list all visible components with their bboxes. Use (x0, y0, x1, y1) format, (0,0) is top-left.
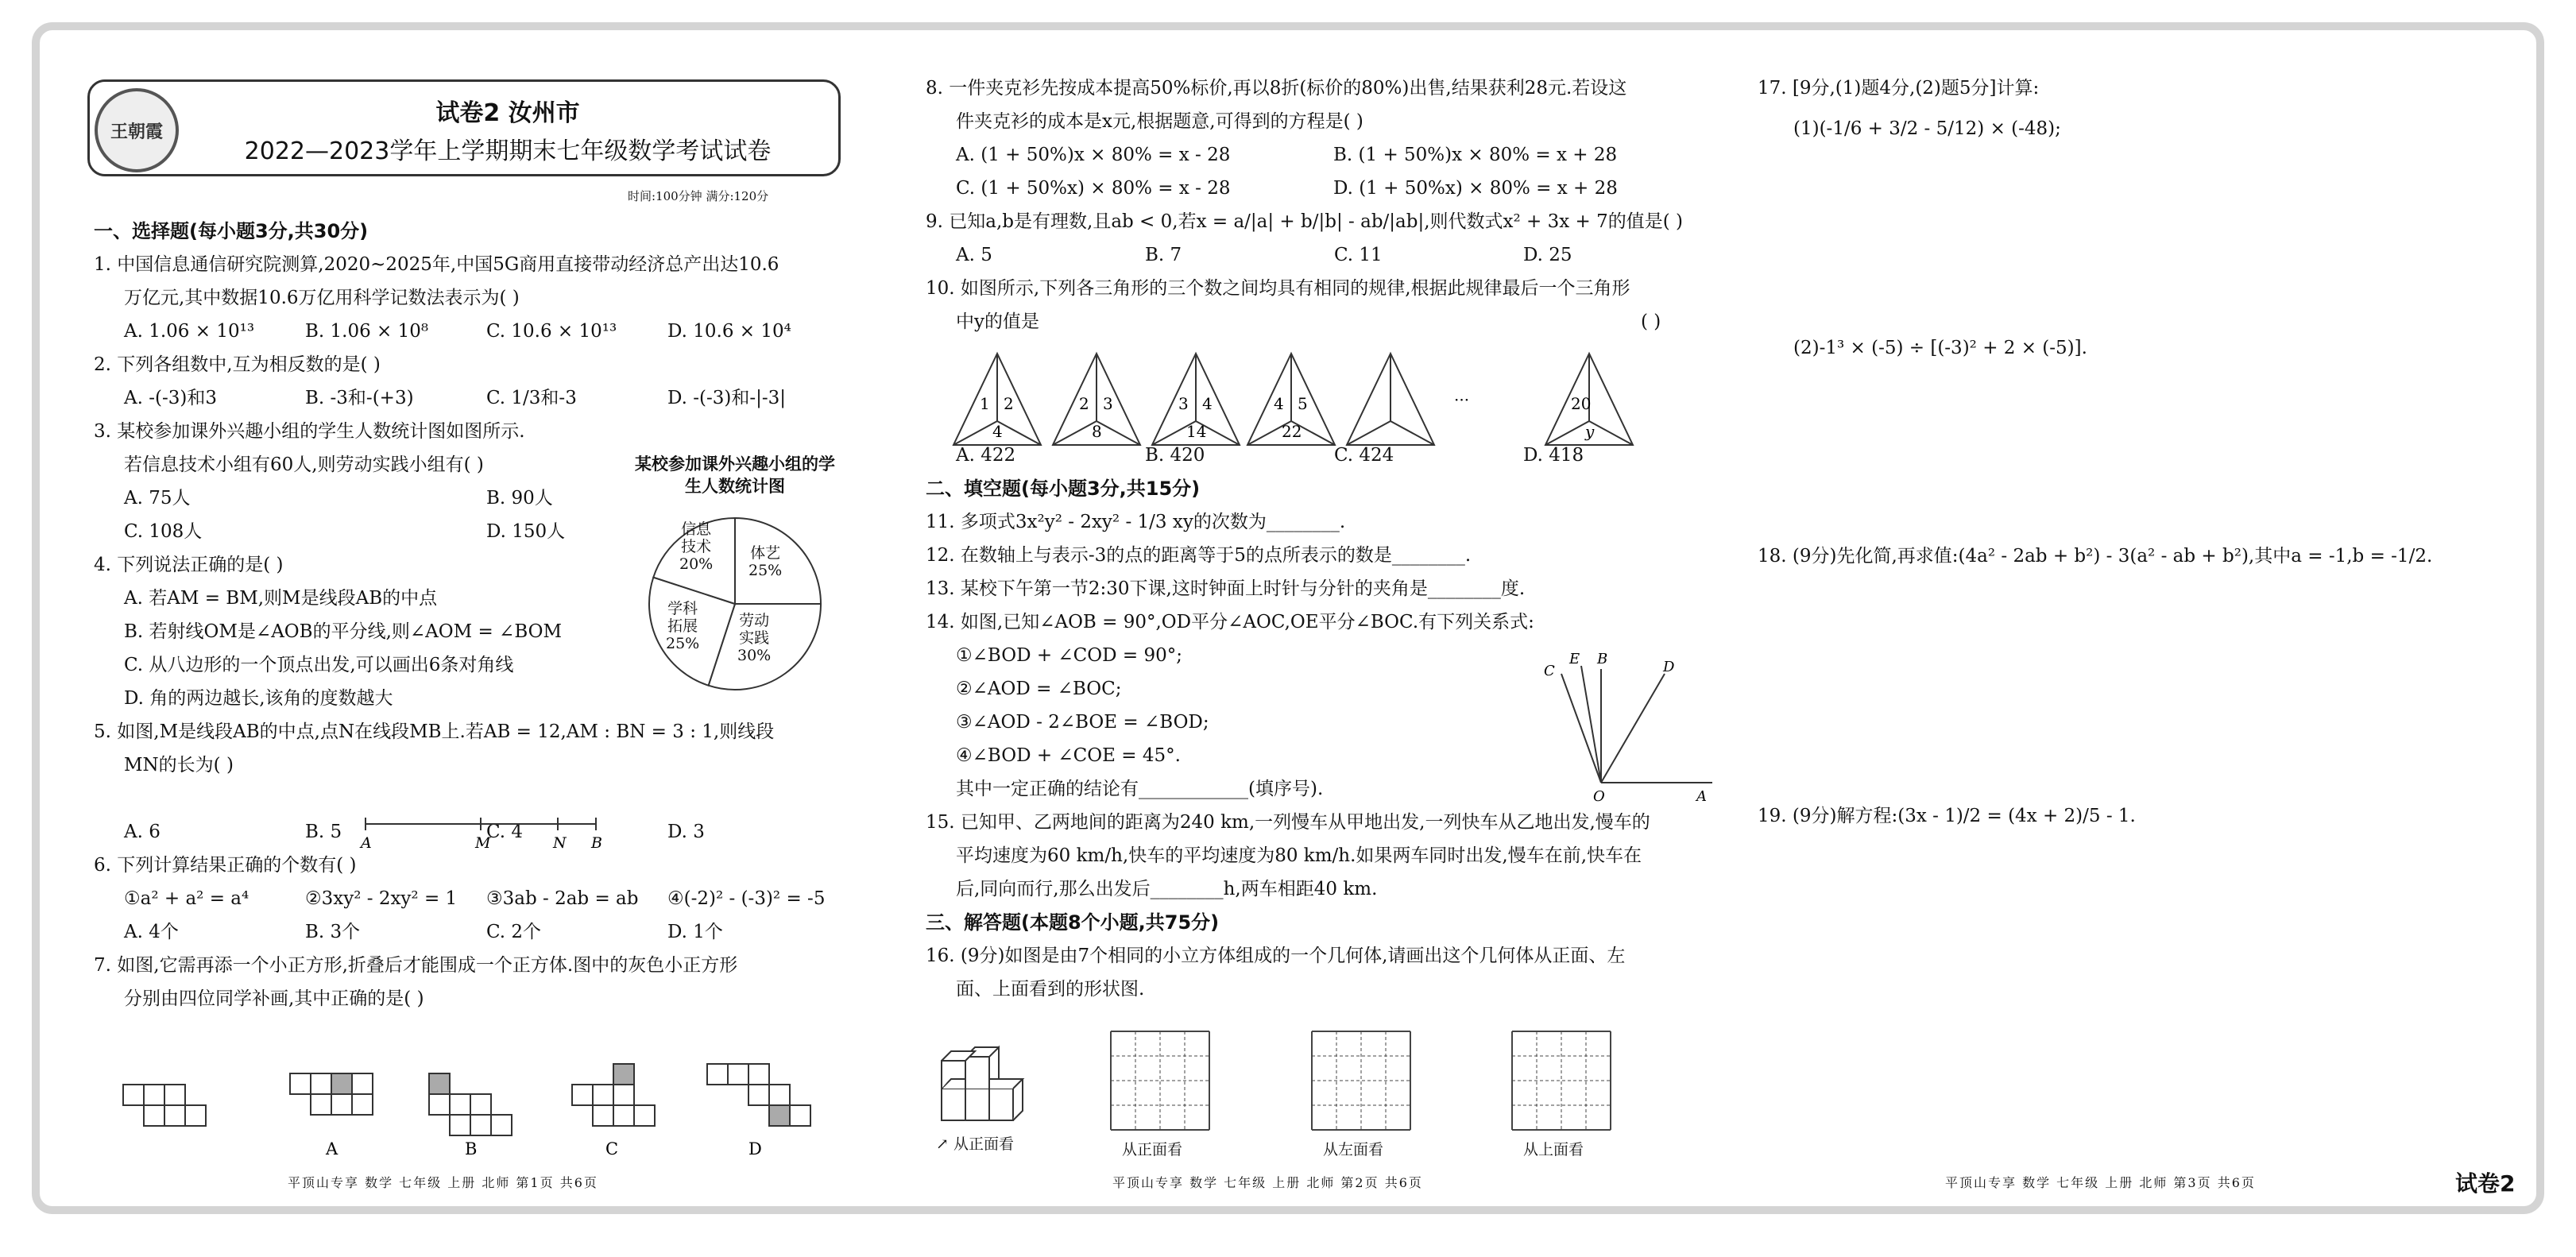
grid-caption: 从左面看 (1323, 1141, 1384, 1158)
point-label: N (553, 834, 567, 850)
item: ②3xy² - 2xy² = 1 (305, 888, 458, 909)
question-1-cont: 万亿元,其中数据10.6万亿用科学记数法表示为( ) (124, 288, 520, 308)
pie-label-text: 实践 (739, 629, 770, 647)
question-17-part1: (1)(-1/6 + 3/2 - 5/12) × (-48); (1793, 118, 2061, 139)
question-10-text: 中y的值是 (956, 311, 1039, 332)
question-12: 12. 在数轴上与表示-3的点的距离等于5的点所表示的数是________. (926, 545, 1472, 566)
pie-label-text: 30% (737, 647, 772, 664)
item: ④(-2)² - (-3)² = -5 (667, 888, 826, 909)
option: B. 1.06 × 10⁸ (305, 321, 429, 342)
exam-header (87, 79, 841, 176)
net-label: B (465, 1139, 478, 1158)
point-label: A (361, 834, 372, 850)
option: A. 若AM = BM,则M是线段AB的中点 (124, 588, 438, 609)
question-8-options-ab (926, 138, 1712, 172)
question-6-options (94, 915, 849, 949)
question-8-options-cd (926, 172, 1712, 205)
option: D. 角的两边越长,该角的度数越大 (124, 688, 393, 709)
grid-caption: 从正面看 (1122, 1141, 1183, 1158)
point-label: C (1544, 663, 1555, 679)
tri-num: 3 (1103, 394, 1113, 413)
question-13: 13. 某校下午第一节2:30下课,这时钟面上时针与分针的夹角是________度. (926, 578, 1526, 599)
pie-label-text: 学科 (667, 600, 698, 617)
answer-bracket: ( ) (1641, 311, 1661, 332)
question-2: 2. 下列各组数中,互为相反数的是( ) (94, 354, 381, 375)
tri-num: 2 (1004, 394, 1014, 413)
option: A. 6 (124, 822, 161, 842)
question-8-cont: 件夹克衫的成本是x元,根据题意,可得到的方程是( ) (956, 111, 1363, 132)
spacer (1758, 153, 2489, 331)
option: C. 从八边形的一个顶点出发,可以画出6条对角线 (124, 655, 514, 675)
question-9: 9. 已知a,b是有理数,且ab < 0,若x = a/|a| + b/|b| - ab/|ab|,则代数式x² + 3x + 7的值是( ) (926, 211, 1684, 232)
statement: ①∠BOD + ∠COD = 90°; (956, 645, 1182, 666)
option: D. 1个 (667, 922, 723, 942)
option: A. 4个 (124, 922, 179, 942)
question-7-cont: 分别由四位同学补画,其中正确的是( ) (124, 988, 424, 1009)
column-2 (926, 72, 1712, 1006)
pie-label-text: 技术 (681, 538, 712, 555)
spacer (94, 782, 849, 815)
exam-meta: 时间:100分钟 满分:120分 (628, 189, 769, 203)
segment-figure (358, 814, 612, 850)
pie-label-text: 体艺 (750, 544, 781, 562)
option: C. (1 + 50%x) × 80% = x - 28 (956, 178, 1231, 199)
question-3: 3. 某校参加课外兴趣小组的学生人数统计图如图所示. (94, 421, 525, 442)
point-label: D (1663, 659, 1675, 675)
page-footer: 平顶山专享 数学 七年级 上册 北师 第3页 共6页 (1945, 1175, 2256, 1190)
pie-label-labor (737, 612, 771, 664)
question-8: 8. 一件夹克衫先按成本提高50%标价,再以8折(标价的80%)出售,结果获利28元.若设这 (926, 78, 1627, 99)
tri-num: 1 (980, 394, 990, 413)
tri-num: 20 (1571, 394, 1592, 413)
point-label: O (1593, 788, 1605, 803)
option: A. 75人 (124, 488, 191, 509)
statement: ②∠AOD = ∠BOC; (956, 679, 1122, 699)
grid-caption: 从上面看 (1523, 1141, 1584, 1158)
grid-left[interactable] (1309, 1029, 1413, 1132)
exam-subtitle: 2022—2023学年上学期期末七年级数学考试试卷 (244, 137, 772, 165)
option: B. 5 (305, 822, 342, 842)
triangle-numbers (950, 350, 1665, 453)
item: ③3ab - 2ab = ab (486, 888, 639, 909)
question-16: 16. (9分)如图是由7个相同的小立方体组成的一个几何体,请画出这个几何体从正面、左 (926, 946, 1626, 966)
pie-label-text: 拓展 (667, 617, 698, 635)
option: C. 108人 (124, 521, 203, 542)
option: B. 7 (1145, 245, 1182, 265)
net-label: C (605, 1139, 619, 1158)
statement: ③∠AOD - 2∠BOE = ∠BOD; (956, 712, 1209, 733)
option: B. 420 (1145, 445, 1205, 466)
question-15-cont: 后,同向而行,那么出发后________h,两车相距40 km. (956, 879, 1378, 899)
cube-nets-figure (119, 1061, 834, 1164)
option: A. 5 (956, 245, 992, 265)
pie-label-info (679, 520, 713, 573)
question-10: 10. 如图所示,下列各三角形的三个数之间均具有相同的规律,根据此规律最后一个三角形 (926, 278, 1630, 299)
tri-num: 4 (1202, 394, 1213, 413)
pie-label-text: 20% (679, 555, 714, 573)
question-15: 15. 已知甲、乙两地间的距离为240 km,一列慢车从甲地出发,一列快车从乙地出发,慢车的 (926, 812, 1650, 833)
option: A. 422 (956, 445, 1016, 466)
tri-num: y (1585, 422, 1595, 441)
tri-num: 2 (1079, 394, 1089, 413)
option: D. -(-3)和-|-3| (667, 388, 787, 408)
logo (95, 88, 179, 172)
option: B. (1 + 50%)x × 80% = x + 28 (1333, 145, 1618, 165)
section-heading: 三、解答题(本题8个小题,共75分) (926, 911, 1220, 934)
option: C. 10.6 × 10¹³ (486, 321, 617, 342)
pie-label-text: 信息 (681, 520, 712, 538)
point-label: E (1569, 652, 1580, 667)
page-footer: 平顶山专享 数学 七年级 上册 北师 第1页 共6页 (288, 1175, 598, 1190)
option: C. 11 (1334, 245, 1383, 265)
point-label: B (1597, 652, 1608, 667)
statement: ④∠BOD + ∠COE = 45°. (956, 745, 1181, 766)
question-16-cont: 面、上面看到的形状图. (956, 979, 1145, 1000)
question-18: 18. (9分)先化简,再求值:(4a² - 2ab + b²) - 3(a² - ab + b²),其中a = -1,b = -1/2. (1758, 546, 2433, 567)
question-5-cont: MN的长为( ) (124, 755, 234, 775)
point-label: B (591, 834, 602, 850)
angle-figure (1537, 652, 1720, 803)
option: B. 90人 (486, 488, 553, 509)
page-footer: 平顶山专享 数学 七年级 上册 北师 第2页 共6页 (1112, 1175, 1423, 1190)
grid-front[interactable] (1108, 1029, 1212, 1132)
option: B. 若射线OM是∠AOB的平分线,则∠AOM = ∠BOM (124, 621, 563, 642)
option: A. -(-3)和3 (124, 388, 217, 408)
spacer (1758, 573, 2489, 799)
question-14: 14. 如图,已知∠AOB = 90°,OD平分∠AOC,OE平分∠BOC.有下列关系式: (926, 612, 1534, 632)
question-15-cont: 平均速度为60 km/h,快车的平均速度为80 km/h.如果两车同时出发,慢车在前,快车在 (956, 845, 1642, 866)
question-10-cont (926, 305, 1712, 338)
option: C. 4 (486, 822, 524, 842)
pie-label-art (748, 544, 782, 579)
question-5: 5. 如图,M是线段AB的中点,点N在线段MB上.若AB = 12,AM : BN = 3 : 1,则线段 (94, 721, 775, 742)
exam-title: 试卷2 汝州市 (435, 99, 580, 127)
spacer (1758, 365, 2489, 540)
pie-label-text: 25% (748, 562, 783, 579)
option: D. 418 (1523, 445, 1584, 466)
net-label: A (326, 1139, 338, 1158)
net-label: D (748, 1139, 762, 1158)
pie-label-text: 劳动 (739, 612, 770, 629)
question-1: 1. 中国信息通信研究院测算,2020~2025年,中国5G商用直接带动经济总产出达10.6 (94, 254, 779, 275)
question-19: 19. (9分)解方程:(3x - 1)/2 = (4x + 2)/5 - 1. (1758, 806, 2136, 826)
question-7: 7. 如图,它需再添一个小正方形,折叠后才能围成一个正方体.图中的灰色小正方形 (94, 955, 738, 976)
point-label: A (1696, 788, 1707, 803)
section-heading: 二、填空题(每小题3分,共15分) (926, 478, 1201, 500)
pie-label-subject (666, 600, 699, 652)
pie-label-text: 25% (666, 635, 700, 652)
question-2-options (94, 381, 849, 415)
logo-text: 王朝霞 (110, 121, 163, 142)
arrow-label: ↗ 从正面看 (936, 1135, 1014, 1153)
question-11: 11. 多项式3x²y² - 2xy² - 1/3 xy的次数为________. (926, 512, 1346, 532)
ellipsis: ··· (1454, 390, 1470, 409)
question-17: 17. [9分,(1)题4分,(2)题5分]计算: (1758, 78, 2040, 99)
option: B. -3和-(+3) (305, 388, 414, 408)
question-6: 6. 下列计算结果正确的个数有( ) (94, 855, 357, 876)
item: ①a² + a² = a⁴ (124, 888, 249, 909)
tri-num: 8 (1092, 422, 1102, 441)
point-label: M (475, 834, 491, 850)
tri-num: 5 (1298, 394, 1308, 413)
option: D. 150人 (486, 521, 566, 542)
tri-num: 4 (1274, 394, 1284, 413)
question-1-options (94, 315, 849, 348)
option: A. 1.06 × 10¹³ (124, 321, 255, 342)
section-heading: 一、选择题(每小题3分,共30分) (94, 220, 369, 242)
question-4: 4. 下列说法正确的是( ) (94, 555, 284, 575)
question-14-cont: 其中一定正确的结论有____________(填序号). (956, 779, 1324, 799)
grid-top[interactable] (1510, 1029, 1613, 1132)
option: A. (1 + 50%)x × 80% = x - 28 (956, 145, 1231, 165)
option: B. 3个 (305, 922, 361, 942)
option: C. 424 (1334, 445, 1394, 466)
option: D. 25 (1523, 245, 1572, 265)
option: C. 2个 (486, 922, 542, 942)
option: D. (1 + 50%x) × 80% = x + 28 (1333, 178, 1618, 199)
tri-num: 3 (1178, 394, 1189, 413)
question-3-cont: 若信息技术小组有60人,则劳动实践小组有( ) (124, 454, 484, 475)
option: D. 3 (667, 822, 705, 842)
option: D. 10.6 × 10⁴ (667, 321, 791, 342)
chart-title: 某校参加课外兴趣小组的学生人数统计图 (635, 454, 835, 496)
tri-num: 14 (1186, 422, 1207, 441)
tri-num: 4 (992, 422, 1003, 441)
question-9-options (926, 238, 1712, 272)
question-6-items (94, 882, 849, 915)
tri-num: 22 (1282, 422, 1302, 441)
exam-badge: 试卷2 (2455, 1170, 2516, 1197)
question-17-part2: (2)-1³ × (-5) ÷ [(-3)² + 2 × (-5)]. (1793, 338, 2087, 358)
option: C. 1/3和-3 (486, 388, 577, 408)
column-3 (1758, 72, 2489, 833)
